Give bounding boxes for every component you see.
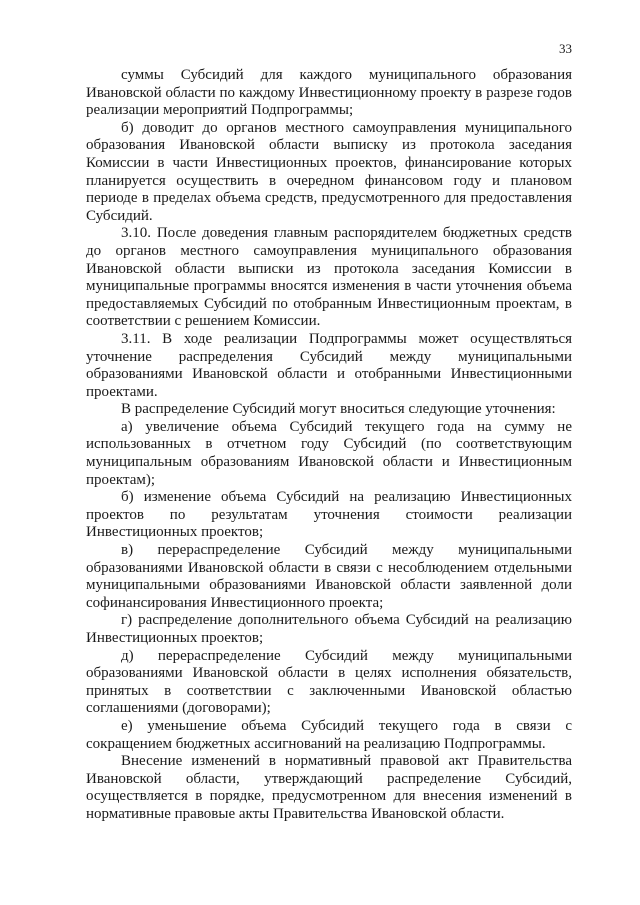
paragraph-clarifications-intro: В распределение Субсидий могут вноситься следующие уточнения: <box>121 401 556 418</box>
page-number: 33 <box>559 41 572 56</box>
list-item-e: е) уменьшение объема Субсидий текущего года в связи с сокращением бюджетных ассигнований на реализацию Подпрограммы. <box>86 717 572 752</box>
document-body <box>86 67 572 824</box>
paragraph-amendments: Внесение изменений в нормативный правовой акт Правительства Ивановской области, утверждающий распределение Субсидий, осуществляется в порядке, предусмотренном для внесения изменений в нормативные правовые акты Правительства Ивановской области. <box>86 753 572 822</box>
list-item-b: б) изменение объема Субсидий на реализацию Инвестиционных проектов по результатам уточнения стоимости реализации Инвестиционных проектов; <box>86 489 572 541</box>
list-item-v: в) перераспределение Субсидий между муниципальными образованиями Ивановской области в связи с несоблюдением отдельными муниципальными образованиями Ивановской области заявленной доли софинансирования Инвестиционного проекта; <box>86 542 572 611</box>
paragraph-3-10: 3.10. После доведения главным распорядителем бюджетных средств до органов местного самоуправления муниципального образования Ивановской области выписки из протокола заседания Комиссии в муниципальные программы вносятся изменения в части уточнения объема предоставляемых Субсидий по отобранным Инвестиционным проектам, в соответствии с решением Комиссии. <box>86 225 572 330</box>
paragraph-b-extract-delivery: б) доводит до органов местного самоуправления муниципального образования Ивановской области выписку из протокола заседания Комиссии в части Инвестиционных проектов, финансирование которых планируется осуществить в очередном финансовом году и плановом периоде в пределах объема средств, предусмотренного для предоставления Субсидий. <box>86 119 572 224</box>
list-item-d: д) перераспределение Субсидий между муниципальными образованиями Ивановской области в целях исполнения обязательств, принятых в соответствии с заключенными Ивановской областью соглашениями (договорами); <box>86 647 572 717</box>
list-item-g: г) распределение дополнительного объема Субсидий на реализацию Инвестиционных проектов; <box>86 612 572 646</box>
paragraph-3-11: 3.11. В ходе реализации Подпрограммы может осуществляться уточнение распределения Субсидий между муниципальными образованиями Ивановской области и отобранными Инвестиционными проектами. <box>86 330 572 400</box>
list-item-a: а) увеличение объема Субсидий текущего года на сумму не использованных в отчетном году Субсидий (по соответствующим муниципальным образованиям Ивановской области и Инвестиционным проектам); <box>86 418 572 488</box>
paragraph-subsidy-amounts: суммы Субсидий для каждого муниципального образования Ивановской области по каждому Инвестиционному проекту в разрезе годов реализации мероприятий Подпрограммы; <box>86 67 572 119</box>
